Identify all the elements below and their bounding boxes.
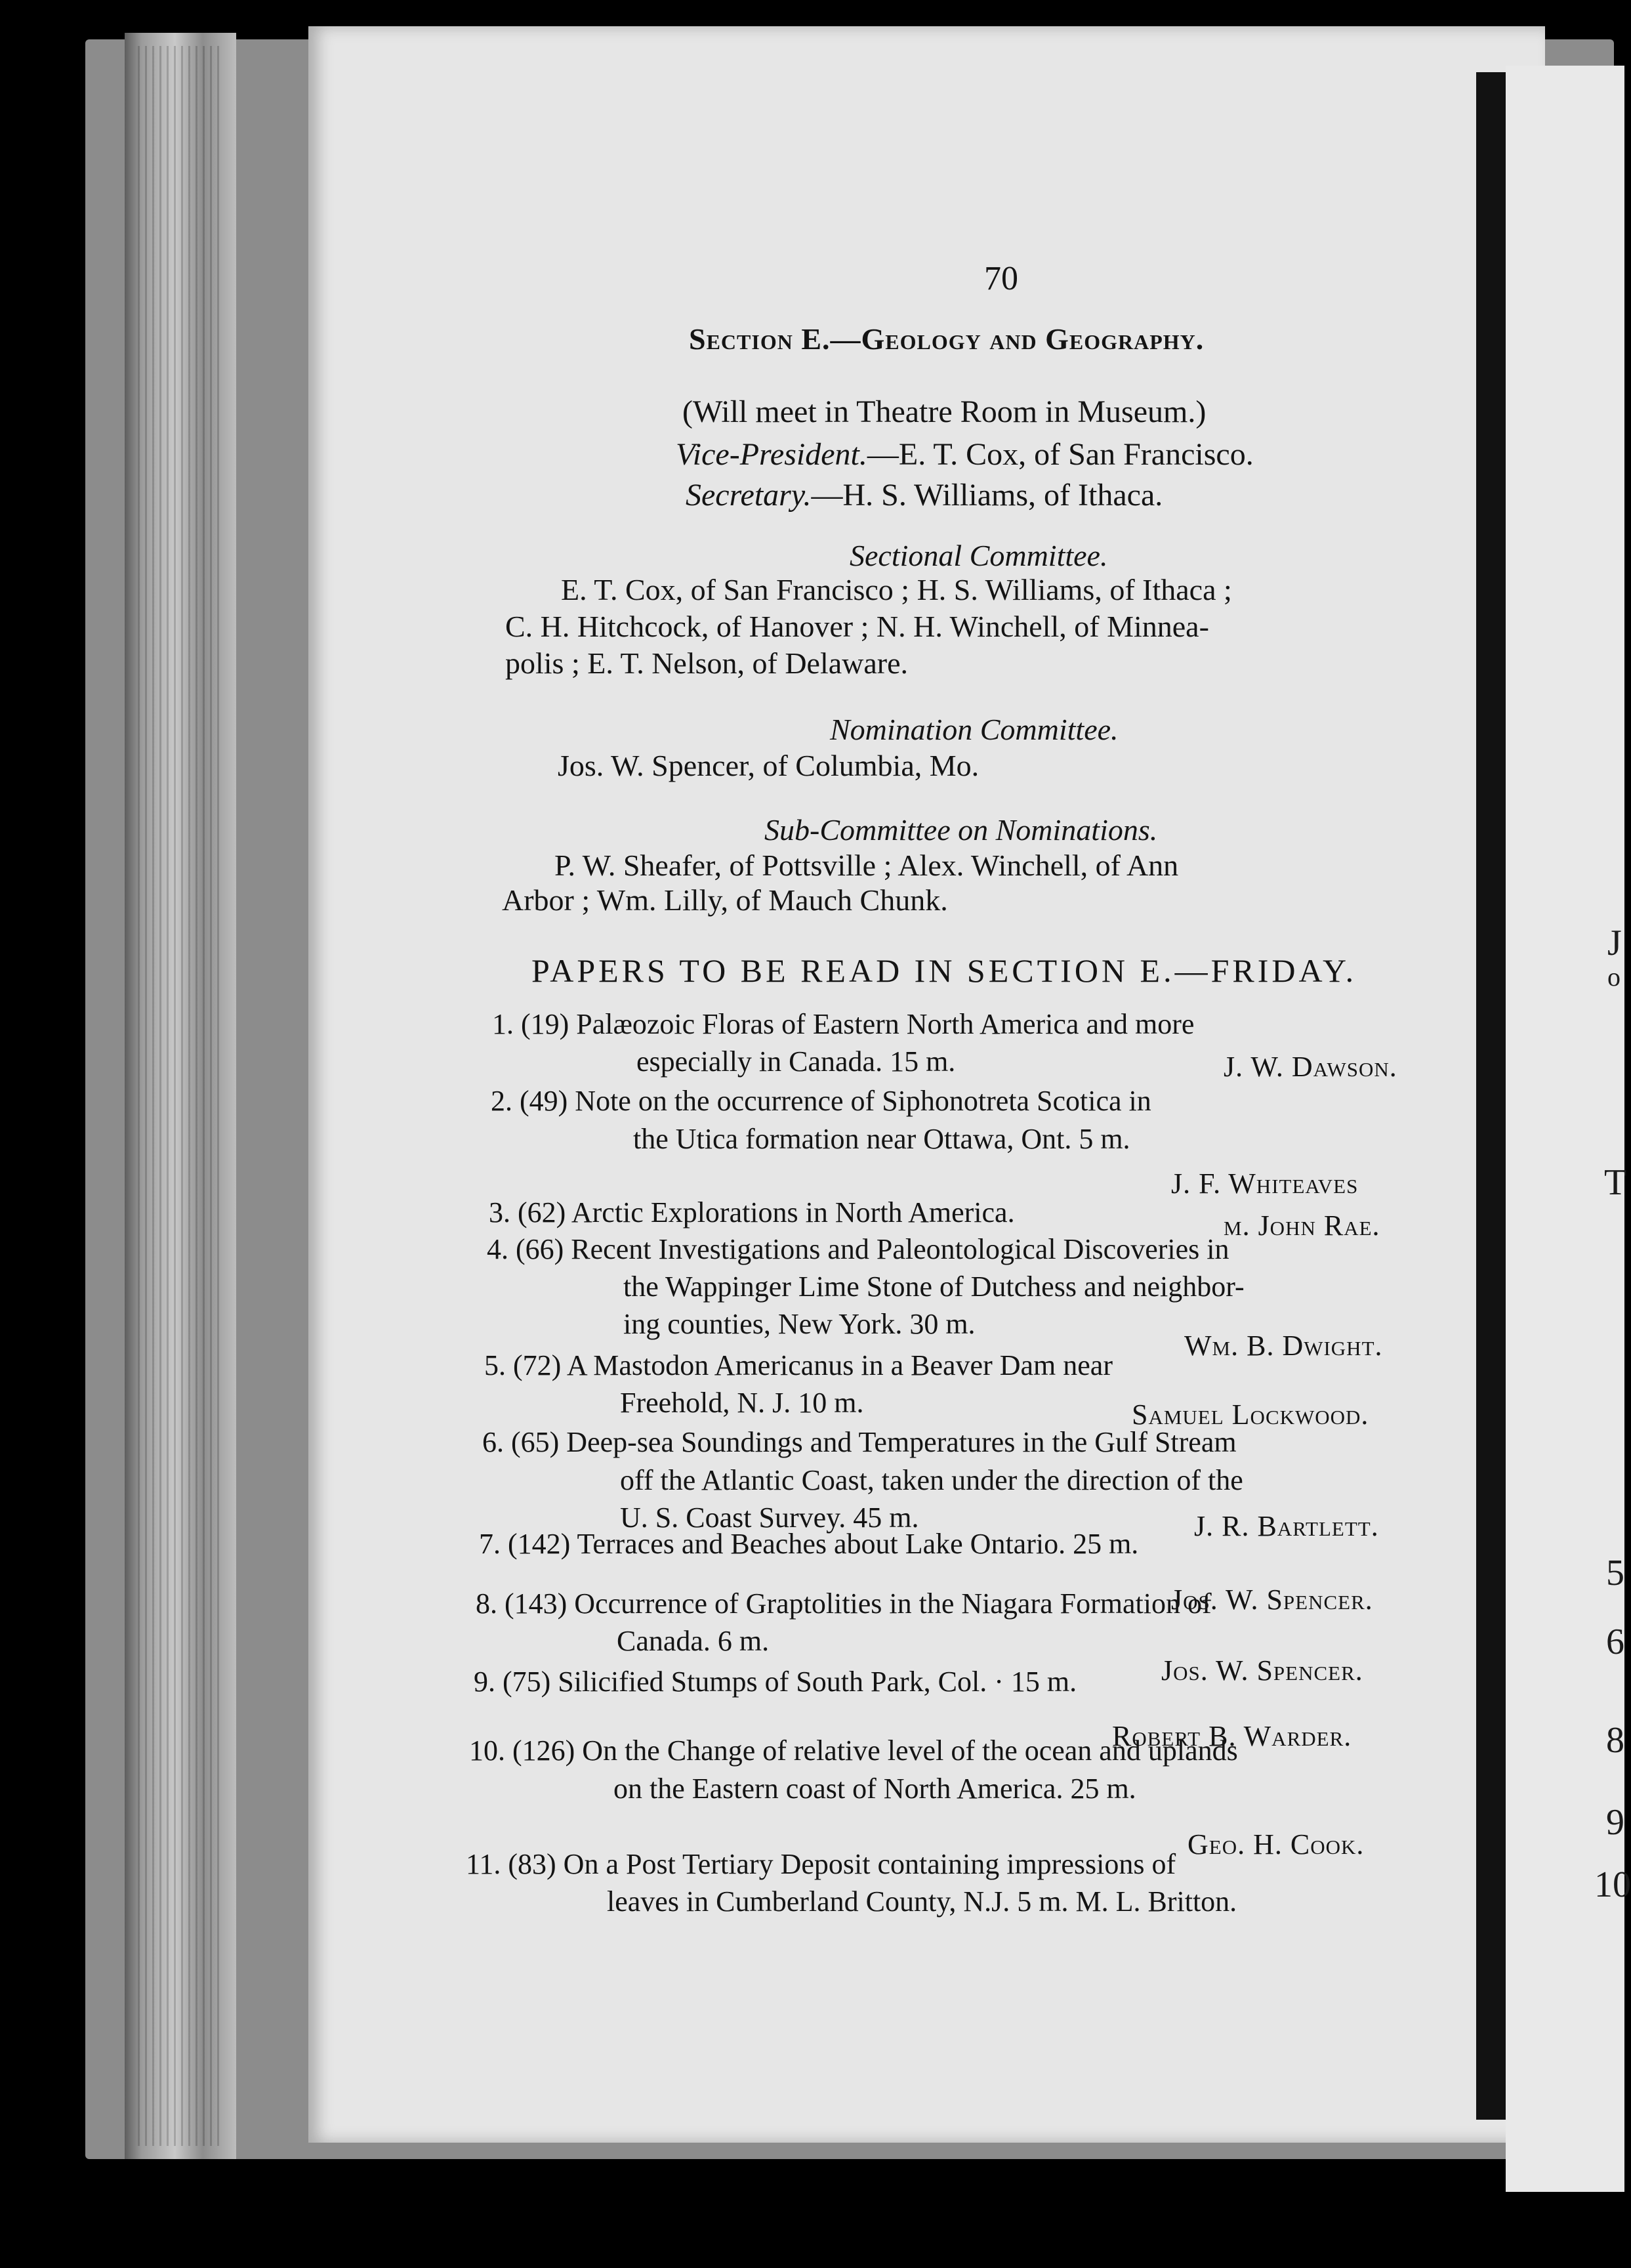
facing-fragment: 8 bbox=[1606, 1720, 1624, 1761]
vice-president-name: —E. T. Cox, of San Francisco. bbox=[867, 437, 1254, 472]
sub-committee-heading: Sub-Committee on Nominations. bbox=[764, 813, 1158, 847]
paper-title-line: Freehold, N. J. 10 m. bbox=[620, 1387, 864, 1419]
paper-author: Geo. H. Cook. bbox=[1187, 1828, 1365, 1860]
paper-title-line: leaves in Cumberland County, N.J. 5 m. M. L. Britton. bbox=[607, 1885, 1237, 1918]
paper-title-line: 7. (142) Terraces and Beaches about Lake Ontario. 25 m. bbox=[479, 1528, 1139, 1560]
paper-title-line: 11. (83) On a Post Tertiary Deposit containing impressions of bbox=[466, 1848, 1176, 1880]
facing-fragment: T bbox=[1604, 1162, 1627, 1203]
sectional-committee-line: polis ; E. T. Nelson, of Delaware. bbox=[505, 646, 909, 680]
paper-title-line: on the Eastern coast of North America. 25 m. bbox=[613, 1773, 1136, 1805]
paper-title-line: 5. (72) A Mastodon Americanus in a Beaver Dam near bbox=[484, 1349, 1113, 1381]
section-title: Section E.—Geology and Geography. bbox=[689, 322, 1205, 356]
spine-gutter bbox=[1476, 72, 1506, 2120]
paper-author: J. F. Whiteaves bbox=[1171, 1167, 1359, 1200]
paper-author: Jos. W. Spencer. bbox=[1161, 1654, 1363, 1687]
paper-author: J. R. Bartlett. bbox=[1194, 1510, 1379, 1542]
facing-fragment: 6 bbox=[1606, 1622, 1624, 1662]
paper-title-line: off the Atlantic Coast, taken under the direction of the bbox=[620, 1464, 1243, 1496]
facing-fragment: J bbox=[1607, 923, 1622, 963]
papers-heading: PAPERS TO BE READ IN SECTION E.—FRIDAY. bbox=[531, 952, 1357, 989]
facing-fragment: o bbox=[1607, 962, 1621, 992]
nomination-committee-heading: Nomination Committee. bbox=[830, 713, 1119, 746]
vice-president-role: Vice-President. bbox=[676, 437, 867, 472]
sectional-committee-line: C. H. Hitchcock, of Hanover ; N. H. Winchell, of Minnea- bbox=[505, 610, 1209, 643]
facing-fragment: 10 bbox=[1594, 1864, 1631, 1905]
sub-committee-line: Arbor ; Wm. Lilly, of Mauch Chunk. bbox=[502, 883, 948, 917]
paper-title-line: 3. (62) Arctic Explorations in North America. bbox=[489, 1196, 1015, 1228]
secretary-name: —H. S. Williams, of Ithaca. bbox=[811, 478, 1163, 513]
paper-author: J. W. Dawson. bbox=[1224, 1051, 1397, 1083]
paper-title-line: 9. (75) Silicified Stumps of South Park, Col. · 15 m. bbox=[474, 1666, 1077, 1698]
page-edge-lines bbox=[138, 46, 223, 2146]
paper-title-line: 1. (19) Palæozoic Floras of Eastern North America and more bbox=[492, 1008, 1195, 1040]
paper-author: Jos. W. Spencer. bbox=[1171, 1584, 1373, 1616]
sectional-committee-heading: Sectional Committee. bbox=[850, 539, 1108, 572]
vice-president-line bbox=[676, 436, 1254, 472]
secretary-role: Secretary. bbox=[686, 478, 812, 513]
paper-author: Robert B. Warder. bbox=[1112, 1720, 1352, 1752]
paper-title-line: 2. (49) Note on the occurrence of Siphonotreta Scotica in bbox=[491, 1085, 1151, 1117]
paper-title-line: 8. (143) Occurrence of Graptolities in the Niagara Formation of bbox=[476, 1587, 1212, 1620]
nomination-committee-line: Jos. W. Spencer, of Columbia, Mo. bbox=[558, 749, 980, 782]
sub-committee-line: P. W. Sheafer, of Pottsville ; Alex. Winchell, of Ann bbox=[554, 849, 1179, 882]
secretary-line bbox=[686, 477, 1163, 513]
paper-author: m. John Rae. bbox=[1224, 1209, 1380, 1242]
meeting-note: (Will meet in Theatre Room in Museum.) bbox=[682, 394, 1207, 429]
paper-title-line: especially in Canada. 15 m. bbox=[636, 1045, 956, 1078]
facing-fragment: 5 bbox=[1606, 1553, 1624, 1593]
paper-title-line: 4. (66) Recent Investigations and Paleontological Discoveries in bbox=[487, 1233, 1229, 1265]
paper-title-line: ing counties, New York. 30 m. bbox=[623, 1308, 976, 1340]
sectional-committee-line: E. T. Cox, of San Francisco ; H. S. Williams, of Ithaca ; bbox=[561, 573, 1232, 606]
paper-title-line: Canada. 6 m. bbox=[617, 1625, 770, 1657]
paper-author: Wm. B. Dwight. bbox=[1184, 1330, 1383, 1362]
page-number: 70 bbox=[984, 260, 1018, 297]
paper-title-line: 10. (126) On the Change of relative level of the ocean and uplands bbox=[469, 1734, 1238, 1767]
paper-author: Samuel Lockwood. bbox=[1132, 1398, 1369, 1431]
facing-fragment: 9 bbox=[1606, 1802, 1624, 1843]
paper-title-line: 6. (65) Deep-sea Soundings and Temperatures in the Gulf Stream bbox=[482, 1426, 1237, 1458]
paper-title-line: the Utica formation near Ottawa, Ont. 5 m. bbox=[633, 1123, 1130, 1155]
paper-title-line: U. S. Coast Survey. 45 m. bbox=[620, 1502, 919, 1534]
paper-title-line: the Wappinger Lime Stone of Dutchess and neighbor- bbox=[623, 1270, 1245, 1303]
